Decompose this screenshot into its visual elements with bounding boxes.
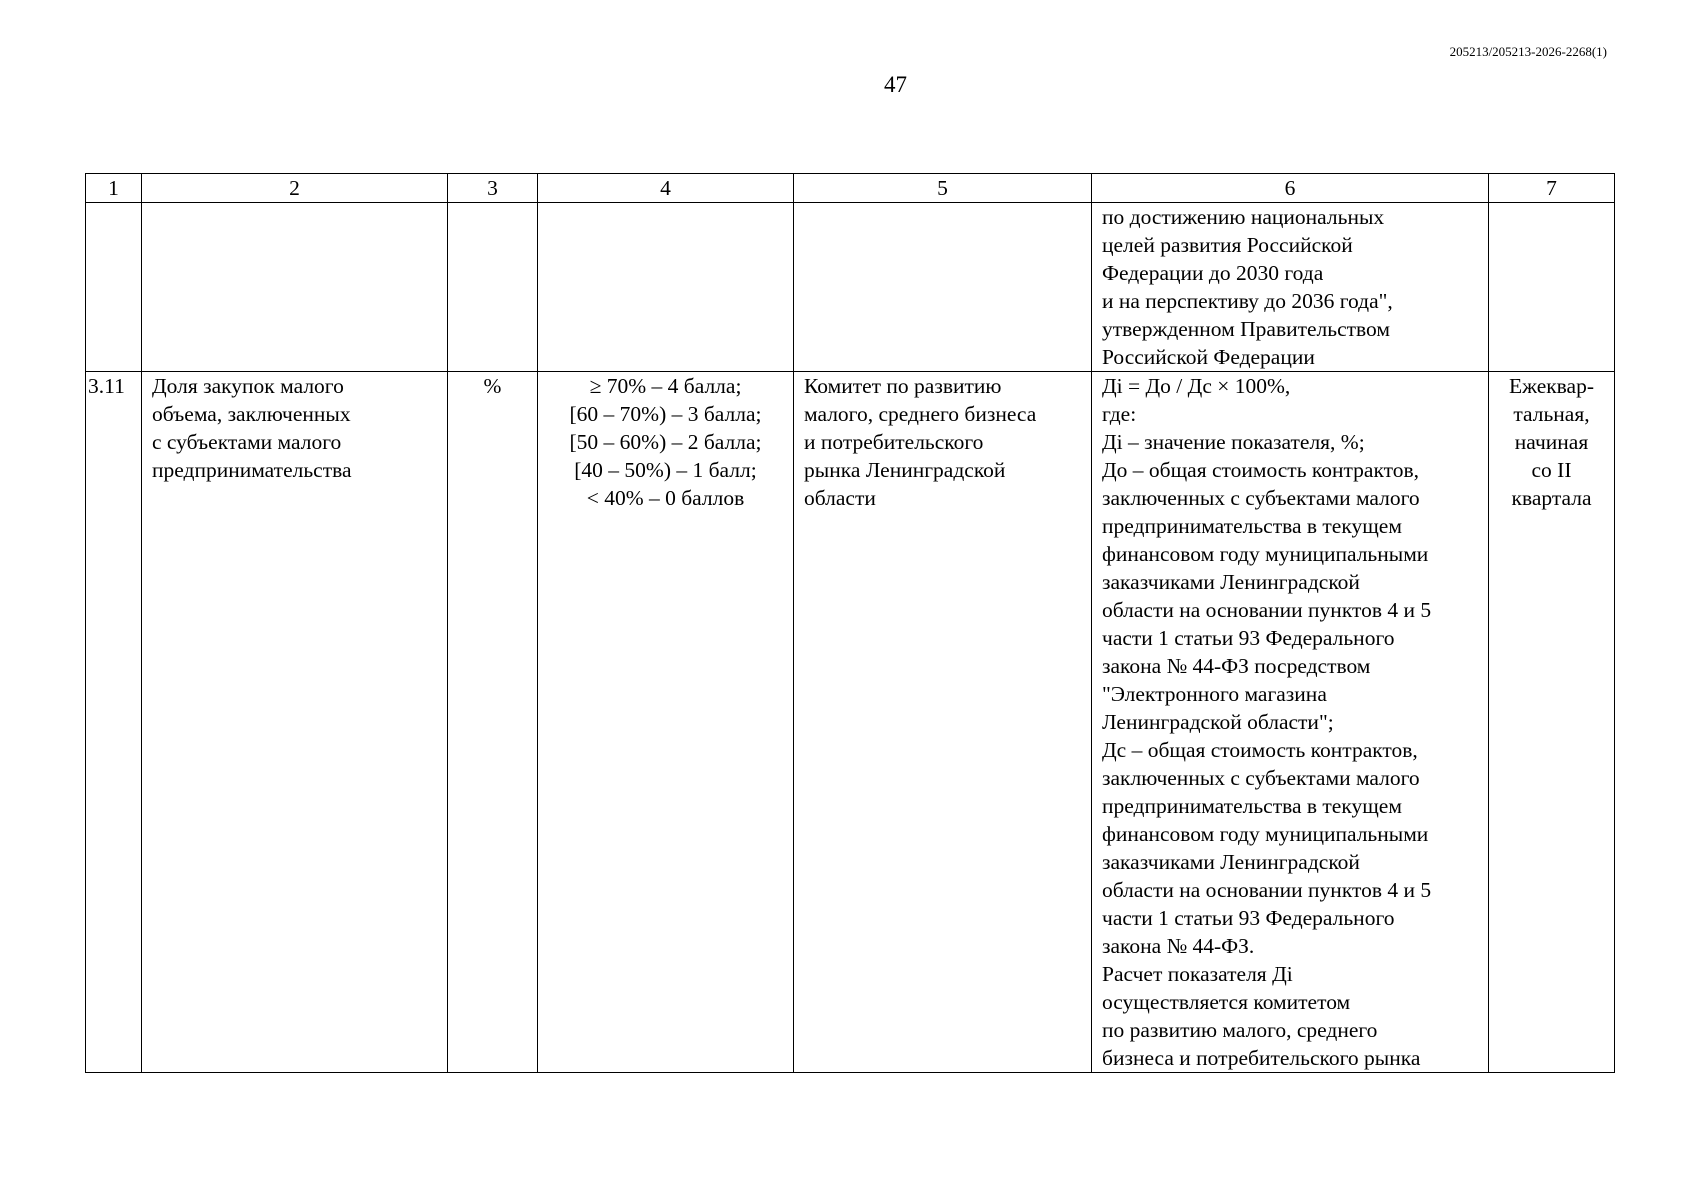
text-line: малого, среднего бизнеса xyxy=(804,402,1037,426)
text-line: ≥ 70% – 4 балла; xyxy=(589,374,742,398)
text-line: Дс – общая стоимость контрактов, xyxy=(1102,738,1418,762)
responsible-cell xyxy=(794,372,1092,1073)
text-line: где: xyxy=(1102,402,1137,426)
text-line: Доля закупок малого xyxy=(152,374,344,398)
text-line: и на перспективу до 2036 года", xyxy=(1102,289,1393,313)
text-line: финансовом году муниципальными xyxy=(1102,822,1429,846)
text-line: рынка Ленинградской xyxy=(804,458,1006,482)
text-line: "Электронного магазина xyxy=(1102,682,1327,706)
column-number: 3 xyxy=(448,174,538,203)
text-line: [50 – 60%) – 2 балла; xyxy=(569,430,762,454)
text-line: Федерации до 2030 года xyxy=(1102,261,1324,285)
frequency-cell xyxy=(1489,372,1615,1073)
column-number: 2 xyxy=(142,174,448,203)
text-line: бизнеса и потребительского рынка xyxy=(1102,1046,1421,1070)
text-line: Ежеквар- xyxy=(1508,374,1594,398)
unit-cell: % xyxy=(448,372,538,1073)
empty-cell xyxy=(86,203,142,372)
text-line: заказчиками Ленинградской xyxy=(1102,570,1360,594)
text-line: по развитию малого, среднего xyxy=(1102,1018,1378,1042)
method-cell xyxy=(1092,372,1489,1073)
column-number: 7 xyxy=(1489,174,1615,203)
text-line: Российской Федерации xyxy=(1102,345,1315,369)
text-line: области на основании пунктов 4 и 5 xyxy=(1102,598,1432,622)
text-line: по достижению национальных xyxy=(1102,205,1385,229)
indicator-table xyxy=(85,173,1615,1073)
text-line: [40 – 50%) – 1 балл; xyxy=(574,458,757,482)
text-line: финансовом году муниципальными xyxy=(1102,542,1429,566)
text-line: Расчет показателя Дi xyxy=(1102,962,1293,986)
text-line: закона № 44-ФЗ. xyxy=(1102,934,1255,958)
text-line: заключенных с субъектами малого xyxy=(1102,766,1420,790)
text-line: области xyxy=(804,486,876,510)
text-line: части 1 статьи 93 Федерального xyxy=(1102,906,1395,930)
text-line: заказчиками Ленинградской xyxy=(1102,850,1360,874)
text-line: закона № 44-ФЗ посредством xyxy=(1102,654,1371,678)
text-line: со II xyxy=(1531,458,1572,482)
text-line: части 1 статьи 93 Федерального xyxy=(1102,626,1395,650)
text-line: предпринимательства в текущем xyxy=(1102,514,1402,538)
row-number: 3.11 xyxy=(86,372,142,1073)
text-line: [60 – 70%) – 3 балла; xyxy=(569,402,762,426)
column-number: 5 xyxy=(794,174,1092,203)
text-line: тальная, xyxy=(1513,402,1590,426)
text-line: с субъектами малого xyxy=(152,430,342,454)
column-number-row xyxy=(86,174,1615,203)
empty-cell xyxy=(794,203,1092,372)
text-line: и потребительского xyxy=(804,430,984,454)
text-line: До – общая стоимость контрактов, xyxy=(1102,458,1419,482)
empty-cell xyxy=(142,203,448,372)
page-number: 47 xyxy=(884,72,907,97)
text-line: утвержденном Правительством xyxy=(1102,317,1390,341)
text-line: Комитет по развитию xyxy=(804,374,1002,398)
column-number: 6 xyxy=(1092,174,1489,203)
text-line: Ленинградской области"; xyxy=(1102,710,1334,734)
text-line: объема, заключенных xyxy=(152,402,351,426)
text-line: Дi = До / Дс × 100%, xyxy=(1102,374,1291,398)
indicator-name-cell xyxy=(142,372,448,1073)
text-line: заключенных с субъектами малого xyxy=(1102,486,1420,510)
table-row-continuation xyxy=(86,203,1615,372)
column-number: 4 xyxy=(538,174,794,203)
empty-cell xyxy=(448,203,538,372)
text-line: Дi – значение показателя, %; xyxy=(1102,430,1365,454)
text-line: осуществляется комитетом xyxy=(1102,990,1351,1014)
column-number: 1 xyxy=(86,174,142,203)
empty-cell xyxy=(538,203,794,372)
text-line: начиная xyxy=(1514,430,1589,454)
text-line: квартала xyxy=(1511,486,1592,510)
text-line: предпринимательства в текущем xyxy=(1102,794,1402,818)
text-line: области на основании пунктов 4 и 5 xyxy=(1102,878,1432,902)
scoring-cell xyxy=(538,372,794,1073)
empty-cell xyxy=(1489,203,1615,372)
text-line: целей развития Российской xyxy=(1102,233,1353,257)
text-line: предпринимательства xyxy=(152,458,352,482)
document-code: 205213/205213-2026-2268(1) xyxy=(1449,44,1607,59)
continuation-method-cell xyxy=(1092,203,1489,372)
table-row-3-11 xyxy=(86,372,1615,1073)
text-line: < 40% – 0 баллов xyxy=(586,486,745,510)
